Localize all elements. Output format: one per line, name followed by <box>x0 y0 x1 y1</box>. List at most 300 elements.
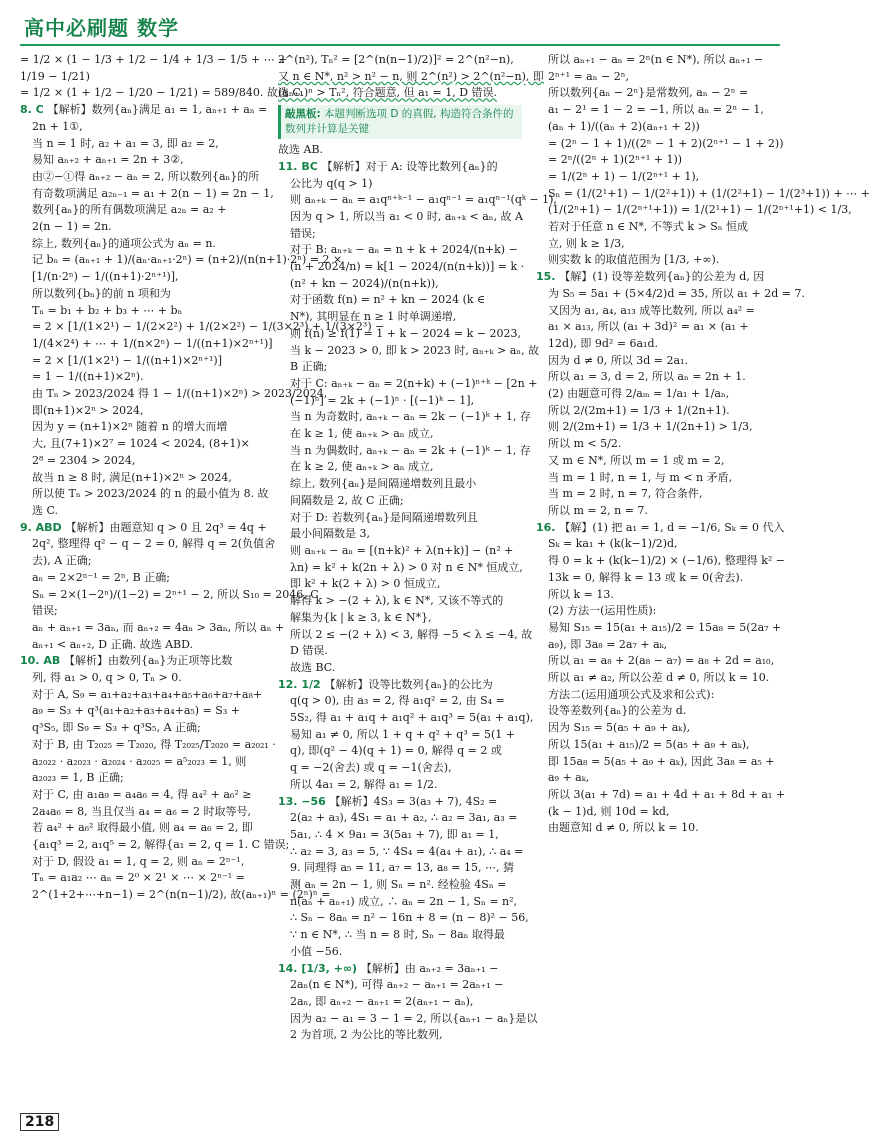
solution-text: 2aₙ, 即 aₙ₊₂ − aₙ₊₁ = 2(aₙ₊₁ − aₙ), <box>290 994 474 1008</box>
solution-line <box>536 804 780 821</box>
solution-text: (aₙ + 1)/((aₙ + 2)(aₙ₊₁ + 2)) <box>548 119 700 133</box>
solution-text: 因为 d ≠ 0, 所以 3d = 2a₁. <box>548 353 688 367</box>
solution-line <box>278 810 522 827</box>
solution-text: 对于 C, 由 a₁a₉ = a₄a₆ = 4, 得 a₄² + a₆² ≥ <box>32 787 252 801</box>
solution-text: 【解析】由 aₙ₊₂ = 3aₙ₊₁ − <box>360 961 499 975</box>
solution-line <box>536 269 780 286</box>
solution-text: (n² + kn − 2024)/(n(n+k)), <box>290 276 439 290</box>
solution-text: 2aₙ(n ∈ N*), 可得 aₙ₊₂ − aₙ₊₁ = 2aₙ₊₁ − <box>290 978 504 992</box>
solution-text: 2⁸ = 2304 > 2024, <box>32 453 136 467</box>
solution-text: 【解析】由题意知 q > 0 且 2q³ = 4q + <box>65 520 267 534</box>
solution-line <box>20 737 276 754</box>
solution-text: 2^(1+2+⋯+n−1) = 2^(n(n−1)/2), 故(aₙ₊₁)ⁿ = (2ⁿ)ⁿ = <box>32 888 331 902</box>
solution-text: N*), 其明显在 n ≥ 1 时单调递增, <box>290 310 457 324</box>
solution-text: 因为 y = (n+1)×2ⁿ 随着 n 的增大而增 <box>32 420 228 434</box>
solution-line <box>536 319 780 336</box>
solution-text: 12d), 即 9d² = 6a₁d. <box>548 336 658 350</box>
solution-line <box>278 576 522 593</box>
solution-text: 对于 B: aₙ₊ₖ − aₙ = n + k + 2024/(n+k) − <box>290 243 518 257</box>
solution-text: 错误; <box>290 226 316 240</box>
solution-line <box>20 670 264 687</box>
solution-text: 所以 2/(2m+1) = 1/3 + 1/(2n+1). <box>548 403 730 417</box>
solution-line <box>20 486 269 503</box>
question-answer-label: 9. ABD <box>20 520 66 534</box>
question-answer-label: 16. <box>536 520 560 534</box>
solution-line <box>20 570 264 587</box>
solution-text: 当 n 为奇数时, aₙ₊ₖ − aₙ = 2k − (−1)ᵏ + 1, 存 <box>290 410 531 424</box>
solution-text: Sₙ = 2×(1−2ⁿ)/(1−2) = 2ⁿ⁺¹ − 2, 所以 S₁₀ = 2046, C <box>32 587 319 601</box>
solution-line <box>278 69 544 86</box>
solution-line <box>20 687 264 704</box>
solution-text: 由②−①得 aₙ₊₂ − aₙ = 2, 所以数列{aₙ}的所 <box>32 169 260 183</box>
solution-line <box>278 743 522 760</box>
solution-text: 2n + 1①, <box>32 119 83 133</box>
solution-line <box>536 186 870 203</box>
solution-text: D 错误. <box>290 644 328 658</box>
solution-line <box>536 136 784 153</box>
solution-text: Sₖ = ka₁ + (k(k−1)/2)d, <box>548 537 678 551</box>
solution-line <box>536 336 780 353</box>
solution-text: 对于 B, 由 T₂₀₂₅ = T₂₀₂₀, 得 T₂₀₂₅/T₂₀₂₀ = a₂₀₂₁ · <box>32 737 276 751</box>
solution-text: 所以使 Tₙ > 2023/2024 的 n 的最小值为 8. 故 <box>32 487 269 501</box>
solution-line <box>278 927 522 944</box>
solution-line <box>278 1027 522 1044</box>
question-answer-label: 11. BC <box>278 159 322 173</box>
solution-text: 所以 a₁ ≠ a₂, 所以公差 d ≠ 0, 所以 k = 10. <box>548 671 770 685</box>
solution-text: 13k = 0, 解得 k = 13 或 k = 0(舍去). <box>548 570 744 584</box>
solution-line <box>20 336 273 353</box>
column-2 <box>278 52 557 1108</box>
solution-text: 若 a₄² + a₆² 取得最小值, 则 a₄ = a₆ = 2, 即 <box>32 821 253 835</box>
solution-text: a₉), 即 3a₈ = 2a₇ + aₖ, <box>548 637 668 651</box>
solution-line <box>278 209 522 226</box>
solution-line <box>20 587 319 604</box>
solution-line <box>20 787 264 804</box>
solution-text: 最小间隔数是 3, <box>290 527 370 541</box>
solution-text: 2q², 整理得 q² − q − 2 = 0, 解得 q = 2(负值舍 <box>32 537 276 551</box>
solution-line <box>278 309 522 326</box>
solution-line <box>278 409 531 426</box>
solution-text: (2) 方法一(运用性质): <box>548 604 657 618</box>
solution-line <box>536 637 780 654</box>
solution-text: = 1/(2ⁿ + 1) − 1/(2ⁿ⁺¹ + 1), <box>548 169 700 183</box>
solution-line <box>20 369 264 386</box>
question-answer-label: 15. <box>536 270 560 284</box>
solution-line <box>278 944 522 961</box>
solution-line <box>278 176 522 193</box>
solution-line <box>278 777 522 794</box>
solution-text: 则 2/(2m+1) = 1/3 + 1/(2n+1) > 1/3, <box>548 420 753 434</box>
solution-line <box>536 52 780 69</box>
solution-text: 所以 aₙ₊₁ − aₙ = 2ⁿ(n ∈ N*), 所以 aₙ₊₁ − <box>548 53 764 66</box>
solution-text: 数列{aₙ}的所有偶数项满足 a₂ₙ = a₂ + <box>32 203 227 217</box>
solution-line <box>20 136 264 153</box>
solution-text: 当 n = 1 时, a₂ + a₁ = 3, 即 a₂ = 2, <box>32 136 219 150</box>
solution-text: 在 k ≥ 2, 使 aₙ₊ₖ > aₙ 成立, <box>290 460 434 474</box>
solution-text: q = −2(舍去) 或 q = −1(舍去), <box>290 761 452 775</box>
solution-line <box>278 292 522 309</box>
solution-line <box>536 720 780 737</box>
solution-text: 所以 a₁ = 3, d = 2, 所以 aₙ = 2n + 1. <box>548 370 746 384</box>
solution-text: a₂₀₂₃ = 1, B 正确; <box>32 771 124 785</box>
solution-text: 5S₂, 得 a₁ + a₁q + a₁q² + a₁q³ = 5(a₁ + a₁q), <box>290 711 534 725</box>
solution-line <box>278 794 522 811</box>
solution-text: 故当 n ≥ 8 时, 满足(n+1)×2ⁿ > 2024, <box>32 470 232 484</box>
question-answer-label: 14. [1/3, +∞) <box>278 961 361 975</box>
solution-line <box>536 820 780 837</box>
solution-text: 则实数 k 的取值范围为 [1/3, +∞). <box>548 253 720 267</box>
solution-line <box>536 536 780 553</box>
solution-line <box>20 69 264 86</box>
solution-text: 即(n+1)×2ⁿ > 2024, <box>32 403 144 417</box>
solution-text: 由 Tₙ > 2023/2024 得 1 − 1/((n+1)×2ⁿ) > 2023/2024, <box>32 387 328 401</box>
solution-text: 方法二(运用通项公式及求和公式): <box>548 687 715 701</box>
solution-line <box>278 426 522 443</box>
solution-text: 当 k − 2023 > 0, 即 k > 2023 时, aₙ₊ₖ > aₙ, 故 <box>290 343 540 357</box>
solution-line <box>278 376 538 393</box>
solution-line <box>278 259 525 276</box>
solution-text: 设等差数列{aₙ}的公差为 d. <box>548 704 687 718</box>
solution-line <box>278 693 522 710</box>
solution-line <box>20 470 264 487</box>
solution-line <box>536 236 780 253</box>
solution-text: 即 k² + k(2 + λ) > 0 恒成立, <box>290 577 441 591</box>
solution-line <box>278 627 533 644</box>
solution-text: {a₁q³ = 2, a₁q⁵ = 2, 解得{a₁ = 2, q = 1. C 错误; <box>32 838 290 852</box>
solution-text: 易知 S₁₅ = 15(a₁ + a₁₅)/2 = 15a₈ = 5(2a₇ + <box>548 620 782 634</box>
solution-text: 故选 AB. <box>278 143 324 157</box>
solution-text: 综上, 数列{aₙ}是间隔递增数列且最小 <box>290 477 477 491</box>
solution-line <box>536 169 780 186</box>
solution-text: (k − 1)d, 则 10d = kd, <box>548 804 670 818</box>
solution-line <box>20 770 264 787</box>
solution-text: 得 0 = k + (k(k−1)/2) × (−1/6), 整理得 k² − <box>548 554 785 568</box>
solution-line <box>536 386 780 403</box>
solution-text: a₁ − 2¹ = 1 − 2 = −1, 所以 aₙ = 2ⁿ − 1, <box>548 103 764 117</box>
solution-text: 对于函数 f(n) = n² + kn − 2024 (k ∈ <box>290 293 486 307</box>
solution-text: 因为 q > 1, 所以当 a₁ < 0 时, aₙ₊ₖ < aₙ, 故 A <box>290 209 523 223</box>
solution-line <box>20 269 264 286</box>
solution-text: 5a₁, ∴ 4 × 9a₁ = 3(5a₁ + 7), 即 a₁ = 1, <box>290 827 499 841</box>
solution-line <box>20 319 385 336</box>
solution-line <box>278 760 522 777</box>
solution-text: 又 m ∈ N*, 所以 m = 1 或 m = 2, <box>548 453 725 467</box>
solution-text: 当 m = 2 时, n = 7, 符合条件, <box>548 487 703 501</box>
solution-line <box>278 1011 538 1028</box>
page-number: 218 <box>20 1113 59 1131</box>
solution-text: = 2ⁿ/((2ⁿ + 1)(2ⁿ⁺¹ + 1)) <box>548 153 683 167</box>
solution-line <box>278 894 522 911</box>
solution-line <box>536 152 780 169</box>
solution-text: (2) 由题意可得 2/aₘ = 1/a₁ + 1/aₙ, <box>548 387 730 401</box>
solution-text: 又 n ∈ N*, n² > n² − n, 则 2^(n²) > 2^(n²−n), 即 <box>278 69 544 83</box>
solution-text: 【解析】由数列{aₙ}为正项等比数 <box>64 654 233 668</box>
solution-line <box>536 587 780 604</box>
solution-text: 1/19 − 1/21) <box>20 69 90 83</box>
solution-line <box>278 543 522 560</box>
solution-line <box>536 219 780 236</box>
solution-text: a₂₀₂₂ · a₂₀₂₃ · a₂₀₂₄ · a₂₀₂₅ = a⁵₂₀₂₃ = 1, 则 <box>32 754 247 768</box>
solution-line <box>20 837 290 854</box>
solution-line <box>20 52 288 69</box>
solution-text: λn) = k² + k(2n + λ) > 0 对 n ∈ N* 恒成立, <box>290 560 523 574</box>
solution-line <box>20 119 264 136</box>
solution-line <box>20 169 264 186</box>
solution-line <box>278 443 531 460</box>
solution-text: 解集为{k | k ≥ 3, k ∈ N*}, <box>290 610 432 624</box>
solution-line <box>20 419 264 436</box>
solution-text: 故选 BC. <box>290 660 336 674</box>
solution-text: 1/(4×2⁴) + ⋯ + 1/(n×2ⁿ) − 1/((n+1)×2ⁿ⁺¹)] <box>32 336 273 350</box>
solution-text: = 1/2 × (1 + 1/2 − 1/20 − 1/21) = 589/840. 故选 C. <box>20 86 304 100</box>
solution-line <box>20 252 343 269</box>
solution-text: = (2ⁿ − 1 + 1)/((2ⁿ − 1 + 2)(2ⁿ⁺¹ − 1 + 2)) <box>548 136 784 150</box>
solution-line <box>278 159 522 176</box>
solution-line <box>278 977 522 994</box>
solution-text: 列, 得 a₁ > 0, q > 0, Tₙ > 0. <box>32 671 182 685</box>
solution-line <box>536 486 780 503</box>
solution-text: 大, 且(7+1)×2⁷ = 1024 < 2024, (8+1)× <box>32 437 250 451</box>
solution-line <box>20 520 267 537</box>
solution-line <box>20 202 264 219</box>
solution-text: q³S₅, 即 S₉ = S₃ + q³S₅, A 正确; <box>32 721 201 735</box>
solution-text: 记 bₙ = (aₙ₊₁ + 1)/(aₙ·aₙ₊₁·2ⁿ) = (n+2)/(n(n+1)·2ⁿ) = 2 × <box>32 253 343 267</box>
solution-text: 2a₄a₆ = 8, 当且仅当 a₄ = a₆ = 2 时取等号, <box>32 804 251 818</box>
solution-line <box>278 910 529 927</box>
solution-text: 即 15a₈ = 5(a₅ + a₉ + aₖ), 因此 3a₈ = a₅ + <box>548 754 775 768</box>
solution-text: [1/(n·2ⁿ) − 1/((n+1)·2ⁿ⁺¹)], <box>32 270 179 284</box>
solution-line <box>536 770 780 787</box>
solution-line <box>20 453 264 470</box>
tip-note <box>278 105 522 139</box>
solution-text: 因为 a₂ − a₁ = 3 − 1 = 2, 所以{aₙ₊₁ − aₙ}是以 <box>290 1011 538 1025</box>
solution-text: n(aₙ + aₙ₊₁) 成立, ∴ aₙ = 2n − 1, Sₙ = n², <box>290 894 518 908</box>
solution-text: 小值 −56. <box>290 944 343 958</box>
solution-text: 综上, 数列{aₙ}的通项公式为 aₙ = n. <box>32 236 216 250</box>
solution-text: 则 f(n) ≥ f(1) = 1 + k − 2024 = k − 2023, <box>290 326 521 340</box>
solution-line <box>20 603 264 620</box>
solution-line <box>536 252 780 269</box>
solution-line <box>20 236 264 253</box>
solution-line <box>278 961 522 978</box>
solution-text: 所以 k = 13. <box>548 587 614 601</box>
solution-text: 2(a₂ + a₃), 4S₁ = a₁ + a₂, ∴ a₂ = 3a₁, a₃ = <box>290 811 518 825</box>
solution-text: (−1)ⁿ] = 2k + (−1)ⁿ · [(−1)ᵏ − 1], <box>290 393 475 407</box>
solution-line <box>536 670 780 687</box>
solution-line <box>278 326 522 343</box>
solution-text: = 2 × [1/(1×2¹) − 1/(2×2²) + 1/(2×2²) − 1/(3×2³) + 1/(3×2³) − <box>32 320 385 334</box>
solution-text: 2 为首项, 2 为公比的等比数列, <box>290 1028 443 1042</box>
solution-line <box>20 887 331 904</box>
solution-line <box>20 703 264 720</box>
solution-text: 所以 2 ≤ −(2 + λ) < 3, 解得 −5 < λ ≤ −4, 故 <box>290 627 533 641</box>
solution-line <box>278 242 522 259</box>
solution-text: 所以数列{bₙ}的前 n 项和为 <box>32 286 171 300</box>
solution-line <box>536 85 780 102</box>
solution-text: 【解】(1) 设等差数列{aₙ}的公差为 d, 因 <box>559 270 765 284</box>
solution-text: 选 C. <box>32 503 59 517</box>
solution-line <box>278 476 522 493</box>
solution-line <box>20 503 264 520</box>
solution-line <box>278 52 522 69</box>
solution-line <box>278 677 522 694</box>
solution-line <box>278 560 522 577</box>
solution-text: a₉ + aₖ, <box>548 771 590 785</box>
solution-line <box>536 102 780 119</box>
solution-line <box>536 754 780 771</box>
solution-text: 测 aₙ = 2n − 1, 则 Sₙ = n². 经检验 4Sₙ = <box>290 878 507 892</box>
solution-line <box>536 570 780 587</box>
solution-text: 所以 a₁ = a₈ + 2(a₈ − a₇) = a₈ + 2d = a₁₀, <box>548 654 775 668</box>
solution-line <box>20 637 264 654</box>
solution-line <box>278 493 522 510</box>
solution-text: aₙ₊₁ < aₙ₊₂, D 正确. 故选 ABD. <box>32 637 194 651</box>
solution-text: = 1 − 1/((n+1)×2ⁿ). <box>32 370 144 384</box>
solution-text: 【解析】对于 A: 设等比数列{aₙ}的 <box>321 159 498 173</box>
solution-line <box>536 369 780 386</box>
solution-line <box>536 419 780 436</box>
solution-line <box>278 343 540 360</box>
solution-line <box>278 710 534 727</box>
solution-text: (aₙ₊₁)ⁿ > Tₙ², 符合题意, 但 a₁ = 1, D 错误. <box>278 86 498 100</box>
solution-text: Tₙ = b₁ + b₂ + b₃ + ⋯ + bₙ <box>32 303 183 317</box>
solution-line <box>536 687 780 704</box>
solution-text: (1/(2ⁿ+1) − 1/(2ⁿ⁺¹+1)) = 1/(2¹+1) − 1/(2ⁿ⁺¹+1) < 1/3, <box>548 203 852 217</box>
solution-line <box>20 102 268 119</box>
answer-columns <box>20 52 870 1108</box>
solution-text: 【解析】4S₃ = 3(a₃ + 7), 4S₂ = <box>329 794 498 808</box>
solution-line <box>536 403 780 420</box>
solution-text: B 正确; <box>290 360 328 374</box>
solution-line <box>278 393 522 410</box>
solution-text: 间隔数是 2, 故 C 正确; <box>290 493 404 507</box>
solution-line <box>278 459 522 476</box>
solution-line <box>278 142 522 159</box>
solution-line <box>20 85 304 102</box>
solution-line <box>278 510 522 527</box>
solution-text: 9. 同理得 a₅ = 11, a₇ = 13, a₈ = 15, ⋯, 猜 <box>290 861 514 875</box>
solution-line <box>20 854 264 871</box>
solution-text: 当 m = 1 时, n = 1, 与 m < n 矛盾, <box>548 470 733 484</box>
solution-line <box>20 804 264 821</box>
solution-text: ∴ Sₙ − 8aₙ = n² − 16n + 8 = (n − 8)² − 56, <box>290 911 529 925</box>
solution-text: 所以 m = 2, n = 7. <box>548 503 648 517</box>
solution-text: 当 n 为偶数时, aₙ₊ₖ − aₙ = 2k + (−1)ᵏ − 1, 存 <box>290 443 531 457</box>
solution-text: 所以 4a₁ = 2, 解得 a₁ = 1/2. <box>290 777 438 791</box>
solution-line <box>536 703 780 720</box>
solution-text: 对于 D: 若数列{aₙ}是间隔递增数列且 <box>290 510 478 524</box>
solution-text: = 2 × [1/(1×2¹) − 1/((n+1)×2ⁿ⁺¹)] <box>32 353 222 367</box>
solution-line <box>278 610 522 627</box>
solution-text: 所以 m < 5/2. <box>548 437 622 451</box>
solution-text: 易知 aₙ₊₂ + aₙ₊₁ = 2n + 3②, <box>32 153 184 167</box>
solution-line <box>20 436 264 453</box>
solution-text: 【解析】设等比数列{aₙ}的公比为 <box>324 677 493 691</box>
solution-text: a₉ = S₃ + q³(a₁+a₂+a₃+a₄+a₅) = S₃ + <box>32 704 240 718</box>
question-answer-label: 10. AB <box>20 654 65 668</box>
solution-text: 2^(n²), Tₙ² = [2^(n(n−1)/2)]² = 2^(n²−n), <box>278 53 514 66</box>
solution-line <box>20 386 328 403</box>
solution-text: 在 k ≥ 1, 使 aₙ₊ₖ > aₙ 成立, <box>290 427 434 441</box>
solution-line <box>278 727 522 744</box>
solution-text: 解得 k > −(2 + λ), k ∈ N*, 又该不等式的 <box>290 594 504 608</box>
solution-line <box>536 787 786 804</box>
solution-line <box>278 994 522 1011</box>
solution-line <box>536 286 805 303</box>
solution-text: q(q > 0), 由 a₃ = 2, 得 a₁q² = 2, 由 S₄ = <box>290 694 505 708</box>
solution-line <box>536 303 780 320</box>
solution-line <box>536 737 780 754</box>
solution-line <box>20 219 264 236</box>
solution-text: 立, 则 k ≥ 1/3, <box>548 236 625 250</box>
solution-line <box>536 436 780 453</box>
solution-text: ∵ n ∈ N*, ∴ 当 n = 8 时, Sₙ − 8aₙ 取得最 <box>290 928 505 942</box>
solution-text: a₁ × a₁₃, 所以 (a₁ + 3d)² = a₁ × (a₁ + <box>548 320 749 334</box>
solution-line <box>278 877 522 894</box>
solution-line <box>536 653 780 670</box>
solution-line <box>278 593 522 610</box>
solution-text: 又因为 a₁, a₄, a₁₃ 成等比数列, 所以 a₄² = <box>548 303 755 317</box>
solution-text: 则 aₙ₊ₖ − aₙ = [(n+k)² + λ(n+k)] − (n² + <box>290 543 514 557</box>
tip-text: 本题判断选项 D 的真假, 构造符合条件的数列并计算是关键 <box>285 108 514 136</box>
solution-line <box>536 202 852 219</box>
solution-text: 对于 A, S₉ = a₁+a₂+a₃+a₄+a₅+a₆+a₇+a₈+ <box>32 687 263 701</box>
solution-text: 由题意知 d ≠ 0, 所以 k = 10. <box>548 821 699 835</box>
solution-text: = 1/2 × (1 − 1/3 + 1/2 − 1/4 + 1/3 − 1/5 + ⋯ + <box>20 53 288 66</box>
solution-text: 2(n − 1) = 2n. <box>32 220 112 234</box>
solution-line <box>20 820 264 837</box>
solution-text: 公比为 q(q > 1) <box>290 176 373 190</box>
question-answer-label: 8. C <box>20 103 48 117</box>
solution-text: q), 即(q² − 4)(q + 1) = 0, 解得 q = 2 或 <box>290 744 502 758</box>
solution-line <box>278 827 522 844</box>
solution-line <box>20 720 264 737</box>
solution-text: 则 aₙ₊ₖ − aₙ = a₁qⁿ⁺ᵏ⁻¹ − a₁qⁿ⁻¹ = a₁qⁿ⁻¹(qᵏ − 1), <box>290 193 557 207</box>
solution-line <box>278 226 522 243</box>
question-answer-label: 13. −56 <box>278 794 330 808</box>
solution-text: 【解】(1) 把 a₁ = 1, d = −1/6, Sₖ = 0 代入 <box>559 520 785 534</box>
question-answer-label: 12. 1/2 <box>278 677 325 691</box>
solution-line <box>20 870 264 887</box>
solution-text: 易知 a₁ ≠ 0, 所以 1 + q + q² + q³ = 5(1 + <box>290 727 515 741</box>
solution-text: 【解析】数列{aₙ}满足 a₁ = 1, aₙ₊₁ + aₙ = <box>47 103 268 117</box>
solution-line <box>20 536 276 553</box>
solution-line <box>536 69 780 86</box>
solution-text: 有奇数项满足 a₂ₙ₋₁ = a₁ + 2(n − 1) = 2n − 1, <box>32 186 274 200</box>
solution-line <box>536 520 785 537</box>
solution-line <box>20 186 274 203</box>
solution-line <box>278 85 522 102</box>
solution-text: 对于 C: aₙ₊ₖ − aₙ = 2(n+k) + (−1)ⁿ⁺ᵏ − [2n + <box>290 376 538 390</box>
solution-line <box>536 470 780 487</box>
solution-text: (n + 2024/n) = k[1 − 2024/(n(n+k))] = k · <box>290 260 525 274</box>
solution-line <box>536 453 780 470</box>
solution-line <box>20 653 264 670</box>
solution-line <box>536 353 780 370</box>
solution-text: 所以 3(a₁ + 7d) = a₁ + 4d + a₁ + 8d + a₁ + <box>548 787 786 801</box>
tip-label: 敲黑板: <box>285 108 321 121</box>
solution-line <box>278 860 522 877</box>
solution-text: aₙ + aₙ₊₁ = 3aₙ, 而 aₙ₊₂ = 4aₙ > 3aₙ, 所以 aₙ + <box>32 620 285 634</box>
solution-text: 所以数列{aₙ − 2ⁿ}是常数列, aₙ − 2ⁿ = <box>548 86 749 100</box>
solution-text: 2ⁿ⁺¹ = aₙ − 2ⁿ, <box>548 69 629 83</box>
solution-line <box>278 276 522 293</box>
solution-line <box>536 603 780 620</box>
solution-line <box>278 660 522 677</box>
page-header <box>20 6 780 46</box>
solution-line <box>20 303 264 320</box>
solution-line <box>278 844 522 861</box>
